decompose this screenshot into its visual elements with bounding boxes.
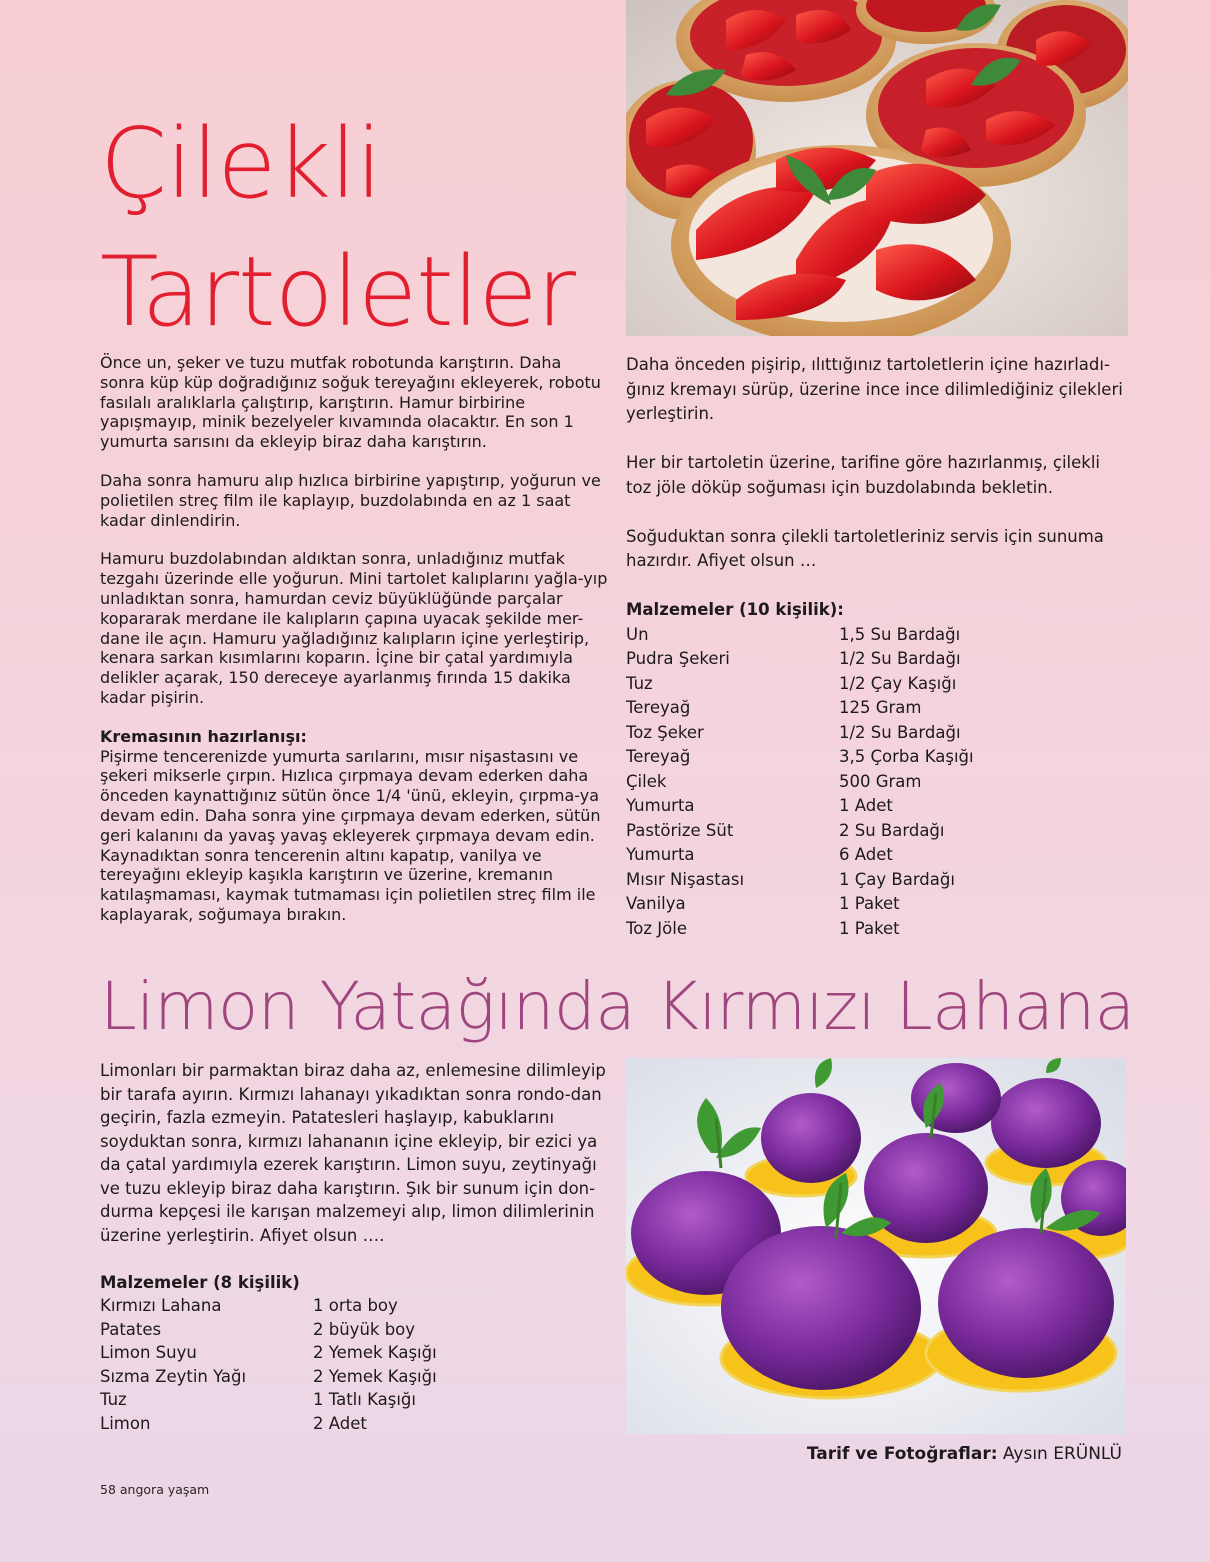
ingredient-name: Sızma Zeytin Yağı (100, 1366, 247, 1386)
ingredient-amount: 1 Paket (839, 918, 900, 938)
ingredient-name: Pastörize Süt (626, 820, 734, 840)
recipe1-instructions (100, 353, 610, 944)
ingredient-row (100, 1318, 610, 1342)
ingredient-row (100, 1365, 610, 1389)
strawberry-tartlets-photo (626, 0, 1128, 336)
ingredient-amount: 1 Adet (839, 796, 893, 815)
cream-heading: Kremasının hazırlanışı: (100, 726, 307, 746)
ingredient-name: Tereyağ (626, 747, 691, 766)
ingredient-row (626, 721, 1126, 746)
ingredient-row (626, 794, 1126, 819)
ingredient-row (100, 1388, 610, 1412)
ingredient-amount: 125 Gram (839, 698, 922, 717)
ingredient-amount: 2 Yemek Kaşığı (313, 1366, 437, 1386)
ingredient-name: Tuz (100, 1390, 127, 1409)
ingredient-name: Toz Jöle (626, 918, 687, 938)
ingredient-row (626, 745, 1126, 770)
page-number: 58 (100, 1482, 116, 1497)
ingredient-name: Tuz (626, 673, 653, 693)
ingredient-amount: 2 Yemek Kaşığı (313, 1343, 437, 1362)
recipe1-ingredients-heading: Malzemeler (10 kişilik): (626, 600, 844, 619)
magazine-name: angora yaşam (119, 1482, 210, 1497)
instruction-paragraph: Önce un, şeker ve tuzu mutfak robotunda karıştırın. Daha sonra küp küp doğradığınız soğuk tereyağını ekleyerek, robotu fasılalı aralıklarla çalıştırıp, karıştırın. Hamur birbirine yapışmayıp, minik bezelyeler kıvamında olacaktır. En son 1 yumurta sarısını da ekleyip biraz daha karıştırın. (100, 353, 601, 452)
ingredient-name: Patates (100, 1319, 162, 1339)
ingredient-name: Pudra Şekeri (626, 649, 730, 668)
recipe2-title: Limon Yatağında Kırmızı Lahana (100, 968, 1135, 1045)
page-footer (100, 1482, 209, 1497)
recipe1-title-line1: Çilekli (100, 108, 382, 220)
ingredient-name: Limon Suyu (100, 1343, 197, 1362)
ingredient-row (626, 868, 1126, 893)
instruction-paragraph: Soğuduktan sonra çilekli tartoletleriniz servis için sunuma hazırdır. Afiyet olsun … (626, 526, 1104, 570)
ingredient-row (100, 1341, 610, 1365)
recipe2-ingredients-list (100, 1294, 610, 1435)
ingredient-row (626, 917, 1126, 942)
ingredient-row (626, 623, 1126, 648)
ingredient-amount: 500 Gram (839, 771, 922, 791)
recipe2-instructions (100, 1059, 610, 1435)
ingredient-amount: 2 büyük boy (313, 1319, 416, 1339)
ingredient-name: Kırmızı Lahana (100, 1296, 222, 1315)
ingredient-amount: 1/2 Su Bardağı (839, 722, 961, 742)
ingredient-name: Yumurta (626, 796, 695, 815)
recipe2-ingredients-heading: Malzemeler (8 kişilik) (100, 1272, 300, 1292)
ingredient-amount: 2 Adet (313, 1413, 367, 1433)
ingredient-row (626, 647, 1126, 672)
ingredient-amount: 1 Tatlı Kaşığı (313, 1390, 416, 1409)
ingredient-amount: 1 orta boy (313, 1296, 398, 1315)
instruction-paragraph: Her bir tartoletin üzerine, tarifine göre hazırlanmış, çilekli toz jöle döküp soğuması için buzdolabında bekletin. (626, 453, 1101, 497)
credit-label: Tarif ve Fotoğraflar: (806, 1444, 998, 1464)
instruction-paragraph: Limonları bir parmaktan biraz daha az, enlemesine dilimleyip bir tarafa ayırın. Kırmızı lahanayı yıkadıktan sonra rondo-dan geçirin, fazla ezmeyin. Patatesleri haşlayıp, kabuklarını soyduktan sonra, kırmızı lahananın içine ekleyip, bir ezici ya da çatal yardımıyla ezerek karıştırın. Limon suyu, zeytinyağı ve tuzu ekleyip biraz daha karıştırın. Şık bir sunum için don-durma kepçesi ile karışan malzemeyi alıp, limon dilimlerinin üzerine yerleştirin. Afiyet olsun …. (100, 1061, 606, 1245)
ingredient-amount: 1,5 Su Bardağı (839, 624, 961, 644)
instruction-paragraph: Daha sonra hamuru alıp hızlıca birbirine yapıştırıp, yoğurun ve polietilen streç film ile kaplayıp, buzdolabında en az 1 saat kadar dinlendirin. (100, 470, 601, 530)
ingredient-amount: 1 Çay Bardağı (839, 869, 955, 889)
recipe1-ingredients-list (626, 623, 1126, 942)
recipe-credit (807, 1442, 1122, 1466)
ingredient-name: Tereyağ (626, 698, 691, 717)
ingredient-name: Vanilya (626, 894, 686, 913)
ingredient-name: Un (626, 624, 649, 644)
ingredient-name: Toz Şeker (626, 722, 704, 742)
ingredient-name: Çilek (626, 771, 667, 791)
red-cabbage-lemon-photo (626, 1058, 1126, 1434)
ingredient-row (626, 819, 1126, 844)
instruction-paragraph: Hamuru buzdolabından aldıktan sonra, unladığınız mutfak tezgahı üzerinde elle yoğurun. Mini tartolet kalıplarını yağla-yıp unladıktan sonra, hamurdan ceviz büyüklüğünde parçalar kopararak merdane ile kalıpların çapına uyacak şekilde mer-dane ile açın. Hamuru yağladığınız kalıpların içine yerleştirip, kenara sarkan kısımlarını koparın. İçine bir çatal yardımıyla delikler açarak, 150 dereceye ayarlanmış fırında 15 dakika kadar pişirin. (100, 549, 608, 707)
ingredient-name: Limon (100, 1413, 151, 1433)
ingredient-row (626, 672, 1126, 697)
ingredient-amount: 2 Su Bardağı (839, 820, 945, 840)
recipe1-title (100, 100, 600, 356)
ingredient-amount: 1/2 Su Bardağı (839, 649, 961, 668)
instruction-paragraph: Daha önceden pişirip, ılıttığınız tartoletlerin içine hazırladı-ğınız kremayı sürüp, üzerine ince ince dilimlediğiniz çilekleri yerleştirin. (626, 355, 1123, 423)
ingredient-row (626, 696, 1126, 721)
ingredient-row (626, 892, 1126, 917)
recipe1-right-column (626, 353, 1126, 941)
ingredient-name: Yumurta (626, 845, 695, 864)
credit-author: Aysın ERÜNLÜ (1002, 1444, 1122, 1464)
ingredient-amount: 1 Paket (839, 894, 900, 913)
ingredient-name: Mısır Nişastası (626, 869, 745, 889)
ingredient-row (626, 843, 1126, 868)
ingredient-row (100, 1412, 610, 1436)
cream-instructions: Pişirme tencerenizde yumurta sarılarını, mısır nişastasını ve şekeri mikserle çırpın. Hızlıca çırpmaya devam ederken daha önceden kaynattığınız sütün önce 1/4 'ünü, ekleyin, çırpma-ya devam edin. Daha sonra yine çırpmaya devam ederken, sütün geri kalanını da yavaş yavaş ekleyerek çırpmaya devam edin. Kaynadıktan sonra tencerenin altını kapatıp, vanilya ve tereyağını ekleyip kaşıkla karıştırın ve üzerine, kremanın katılaşmaması, kaymak tutmaması için polietilen streç film ile kaplayarak, soğumaya bırakın. (100, 746, 601, 924)
ingredient-amount: 3,5 Çorba Kaşığı (839, 747, 974, 766)
ingredient-amount: 6 Adet (839, 845, 893, 864)
recipe1-title-line2: Tartoletler (100, 236, 575, 348)
ingredient-amount: 1/2 Çay Kaşığı (839, 673, 957, 693)
ingredient-row (100, 1294, 610, 1318)
ingredient-row (626, 770, 1126, 795)
